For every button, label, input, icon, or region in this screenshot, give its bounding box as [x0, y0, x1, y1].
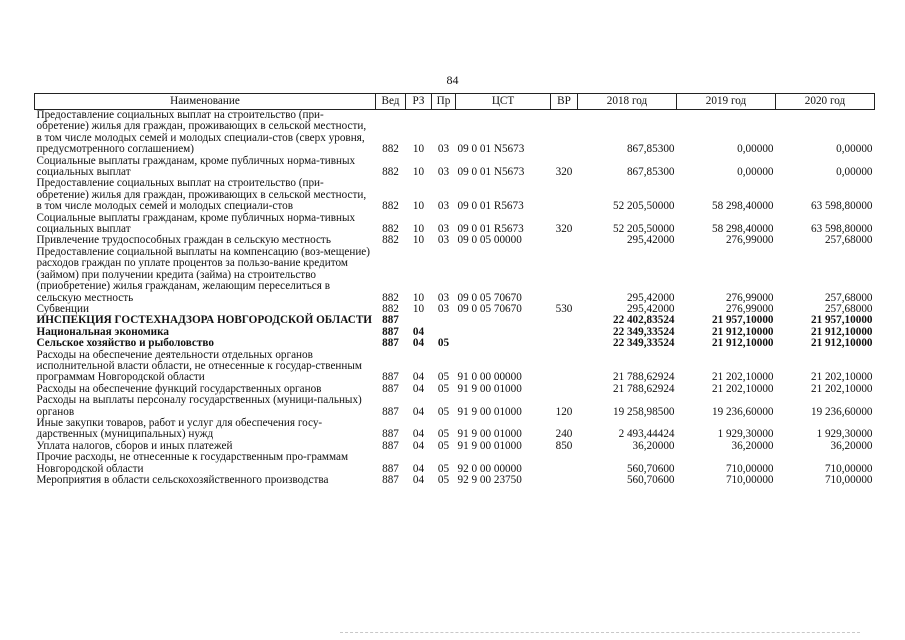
row-value-2019: 21 202,10000 — [711, 371, 774, 384]
row-vr — [551, 384, 578, 395]
row-ved: 887 — [382, 325, 399, 338]
row-value-2020: 21 912,10000 — [810, 337, 873, 350]
row-value-2019: 276,99000 — [725, 234, 774, 247]
row-ved: 882 — [382, 200, 399, 213]
row-cst: 91 9 00 01000 — [457, 428, 522, 441]
col-header-name: Наименование — [35, 94, 376, 110]
row-value-2018: 295,42000 — [626, 291, 675, 304]
table-row — [35, 110, 875, 156]
row-pr: 05 — [437, 439, 450, 452]
row-name: Прочие расходы, не отнесенные к государственным про-граммам Новгородской области — [36, 451, 349, 475]
row-ved: 882 — [382, 302, 399, 315]
row-cst: 92 9 00 23750 — [457, 474, 522, 486]
row-value-2018: 36,20000 — [632, 439, 675, 452]
row-vr — [551, 110, 578, 156]
row-name: Предоставление социальных выплат на строительство (при-обретение) жилья для граждан, проживающих в сельской местности, в том числе молодых семей и молодых специали-стов (сверх уровня, предусмотренного соглашением) — [36, 109, 367, 156]
row-name: Привлечение трудоспособных граждан в сельскую местность — [36, 234, 331, 247]
row-value-2020: 63 598,80000 — [810, 200, 873, 213]
row-value-2018: 22 349,33524 — [612, 337, 675, 350]
row-pr: 05 — [437, 337, 450, 350]
row-cst: 09 0 01 R5673 — [457, 223, 524, 236]
row-value-2018: 19 258,98500 — [612, 405, 675, 418]
row-pr: 05 — [437, 428, 450, 441]
row-pr: 05 — [437, 371, 450, 384]
row-vr — [551, 315, 578, 326]
table-row — [35, 395, 875, 418]
row-value-2019: 58 298,40000 — [711, 200, 774, 213]
row-rz: 10 — [412, 200, 425, 213]
row-rz: 04 — [412, 428, 425, 441]
row-rz: 10 — [412, 234, 425, 247]
row-pr: 03 — [437, 166, 450, 179]
row-ved: 882 — [382, 143, 399, 156]
row-rz: 10 — [412, 166, 425, 179]
row-value-2018: 295,42000 — [626, 302, 675, 315]
row-ved: 887 — [382, 462, 399, 475]
row-name: Предоставление социальной выплаты на компенсацию (воз-мещение) расходов граждан по уплате процентов за пользо-вание кредитом (займом) при получении кредита (займа) на строительство (приобретение) жилья гражданам, желающим переселиться в сельскую местность — [36, 245, 370, 304]
row-rz: 04 — [412, 405, 425, 418]
row-vr: 850 — [555, 439, 573, 452]
row-value-2019: 58 298,40000 — [711, 223, 774, 236]
col-header-cst: ЦСТ — [456, 94, 551, 110]
row-value-2018: 867,85300 — [626, 166, 675, 179]
row-pr: 03 — [437, 291, 450, 304]
row-ved: 887 — [382, 428, 399, 441]
row-value-2019: 276,99000 — [725, 291, 774, 304]
row-vr — [551, 338, 578, 349]
row-value-2018: 295,42000 — [626, 234, 675, 247]
row-pr: 03 — [437, 200, 450, 213]
col-header-2018: 2018 год — [578, 94, 677, 110]
row-value-2019: 710,00000 — [725, 474, 774, 486]
row-rz: 04 — [412, 462, 425, 475]
row-value-2020: 21 957,10000 — [810, 314, 873, 327]
col-header-vr: ВР — [551, 94, 578, 110]
row-value-2020: 257,68000 — [824, 234, 873, 247]
row-vr: 120 — [555, 405, 573, 418]
row-value-2020: 63 598,80000 — [810, 223, 873, 236]
row-pr: 03 — [437, 143, 450, 156]
page-number: 84 — [446, 73, 459, 87]
row-ved: 887 — [382, 405, 399, 418]
row-rz: 04 — [412, 337, 425, 350]
row-name: Уплата налогов, сборов и иных платежей — [36, 439, 233, 452]
row-name: Субвенции — [36, 302, 89, 315]
row-vr — [551, 452, 578, 475]
row-value-2020: 21 202,10000 — [810, 382, 873, 395]
col-header-rz: РЗ — [406, 94, 432, 110]
row-pr — [432, 315, 456, 326]
row-value-2018: 560,70600 — [626, 462, 675, 475]
budget-table — [34, 93, 875, 486]
row-rz: 04 — [412, 439, 425, 452]
row-cst: 91 0 00 00000 — [457, 371, 522, 384]
row-cst: 91 9 00 01000 — [457, 382, 522, 395]
row-vr: 530 — [555, 302, 573, 315]
row-vr — [551, 475, 578, 486]
row-value-2019: 0,00000 — [737, 166, 774, 179]
row-name: Предоставление социальных выплат на строительство (при-обретение) жилья для граждан, проживающих в сельской местности, в том числе молодых семей и молодых специали-стов — [36, 177, 367, 213]
row-rz: 04 — [412, 474, 425, 486]
row-value-2019: 36,20000 — [731, 439, 774, 452]
row-value-2019: 21 912,10000 — [711, 337, 774, 350]
col-header-2019: 2019 год — [677, 94, 776, 110]
row-name: Социальные выплаты гражданам, кроме публичных норма-тивных социальных выплат — [36, 211, 356, 236]
row-value-2019: 276,99000 — [725, 302, 774, 315]
row-value-2019: 21 957,10000 — [711, 314, 774, 327]
row-value-2019: 710,00000 — [725, 462, 774, 475]
row-value-2020: 710,00000 — [824, 462, 873, 475]
row-name: Расходы на обеспечение функций государственных органов — [36, 382, 322, 395]
row-value-2018: 22 402,83524 — [612, 314, 675, 327]
row-rz: 04 — [412, 371, 425, 384]
row-ved: 887 — [382, 337, 399, 350]
scan-artifact-line — [340, 632, 860, 634]
row-value-2020: 0,00000 — [836, 143, 873, 156]
row-cst: 09 0 01 R5673 — [457, 200, 524, 213]
row-vr — [551, 327, 578, 338]
row-name: Социальные выплаты гражданам, кроме публичных норма-тивных социальных выплат — [36, 154, 356, 179]
row-name: ИНСПЕКЦИЯ ГОСТЕХНАДЗОРА НОВГОРОДСКОЙ ОБЛАСТИ — [36, 314, 372, 327]
table-row — [35, 178, 875, 212]
row-rz: 10 — [412, 291, 425, 304]
table-body — [35, 110, 875, 487]
row-pr: 05 — [437, 474, 450, 486]
row-rz: 10 — [412, 223, 425, 236]
row-name: Иные закупки товаров, работ и услуг для обеспечения госу-дарственных (муниципальных) нужд — [36, 416, 323, 441]
row-ved: 887 — [382, 314, 399, 327]
table-row — [35, 350, 875, 384]
table-row — [35, 156, 875, 179]
row-ved: 882 — [382, 234, 399, 247]
row-cst: 09 0 01 N5673 — [457, 143, 525, 156]
row-value-2019: 21 912,10000 — [711, 325, 774, 338]
row-cst — [456, 315, 551, 326]
row-rz: 04 — [412, 325, 425, 338]
row-pr: 03 — [437, 302, 450, 315]
row-ved: 882 — [382, 223, 399, 236]
row-value-2019: 19 236,60000 — [711, 405, 774, 418]
row-vr: 320 — [555, 223, 573, 236]
row-value-2020: 21 912,10000 — [810, 325, 873, 338]
row-vr: 240 — [555, 428, 573, 441]
table-header-row — [35, 94, 875, 110]
row-value-2020: 36,20000 — [830, 439, 873, 452]
row-ved: 887 — [382, 371, 399, 384]
col-header-pr: Пр — [432, 94, 456, 110]
row-cst — [456, 327, 551, 338]
row-value-2018: 867,85300 — [626, 143, 675, 156]
row-vr — [551, 178, 578, 212]
row-value-2018: 22 349,33524 — [612, 325, 675, 338]
row-name: Национальная экономика — [36, 325, 169, 338]
row-cst: 91 9 00 01000 — [457, 439, 522, 452]
row-value-2019: 21 202,10000 — [711, 382, 774, 395]
col-header-2020: 2020 год — [776, 94, 875, 110]
table-row — [35, 247, 875, 304]
row-value-2019: 0,00000 — [737, 143, 774, 156]
row-name: Расходы на выплаты персоналу государственных (муници-пальных) органов — [36, 394, 362, 418]
row-rz: 10 — [412, 143, 425, 156]
row-cst: 09 0 05 70670 — [457, 302, 522, 315]
row-vr — [551, 247, 578, 304]
row-value-2019: 1 929,30000 — [717, 428, 774, 441]
row-rz: 04 — [412, 382, 425, 395]
table-row — [35, 338, 875, 349]
row-value-2020: 710,00000 — [824, 474, 873, 486]
row-vr: 320 — [555, 166, 573, 179]
row-value-2020: 1 929,30000 — [816, 428, 873, 441]
table-row — [35, 452, 875, 475]
row-ved: 887 — [382, 474, 399, 486]
row-ved: 882 — [382, 166, 399, 179]
row-rz: 10 — [412, 302, 425, 315]
row-cst: 92 0 00 00000 — [457, 462, 522, 475]
row-vr — [551, 350, 578, 384]
row-rz — [406, 315, 432, 326]
row-cst: 91 9 00 01000 — [457, 405, 522, 418]
row-value-2018: 52 205,50000 — [612, 200, 675, 213]
row-value-2020: 21 202,10000 — [810, 371, 873, 384]
row-vr — [551, 235, 578, 246]
row-cst — [456, 338, 551, 349]
row-cst: 09 0 01 N5673 — [457, 166, 525, 179]
table-row — [35, 315, 875, 326]
row-name: Расходы на обеспечение деятельности отдельных органов исполнительной власти области, не отнесенные к государ-ственным программам Новгородской области — [36, 348, 363, 384]
col-header-ved: Вед — [376, 94, 406, 110]
table-row — [35, 418, 875, 441]
row-pr: 05 — [437, 405, 450, 418]
row-value-2020: 0,00000 — [836, 166, 873, 179]
row-value-2020: 257,68000 — [824, 291, 873, 304]
row-pr: 03 — [437, 223, 450, 236]
row-pr: 05 — [437, 382, 450, 395]
table-row — [35, 475, 875, 486]
row-pr: 05 — [437, 462, 450, 475]
row-ved: 887 — [382, 439, 399, 452]
row-value-2018: 21 788,62924 — [612, 382, 675, 395]
row-value-2018: 560,70600 — [626, 474, 675, 486]
row-pr: 03 — [437, 234, 450, 247]
row-cst: 09 0 05 70670 — [457, 291, 522, 304]
row-value-2018: 2 493,44424 — [618, 428, 675, 441]
row-name: Сельское хозяйство и рыболовство — [36, 337, 214, 350]
row-value-2018: 52 205,50000 — [612, 223, 675, 236]
row-name: Мероприятия в области сельскохозяйственного производства — [36, 474, 329, 486]
row-cst: 09 0 05 00000 — [457, 234, 522, 247]
row-value-2020: 257,68000 — [824, 302, 873, 315]
row-value-2018: 21 788,62924 — [612, 371, 675, 384]
row-value-2020: 19 236,60000 — [810, 405, 873, 418]
row-ved: 882 — [382, 291, 399, 304]
table-row — [35, 213, 875, 236]
row-ved: 887 — [382, 382, 399, 395]
